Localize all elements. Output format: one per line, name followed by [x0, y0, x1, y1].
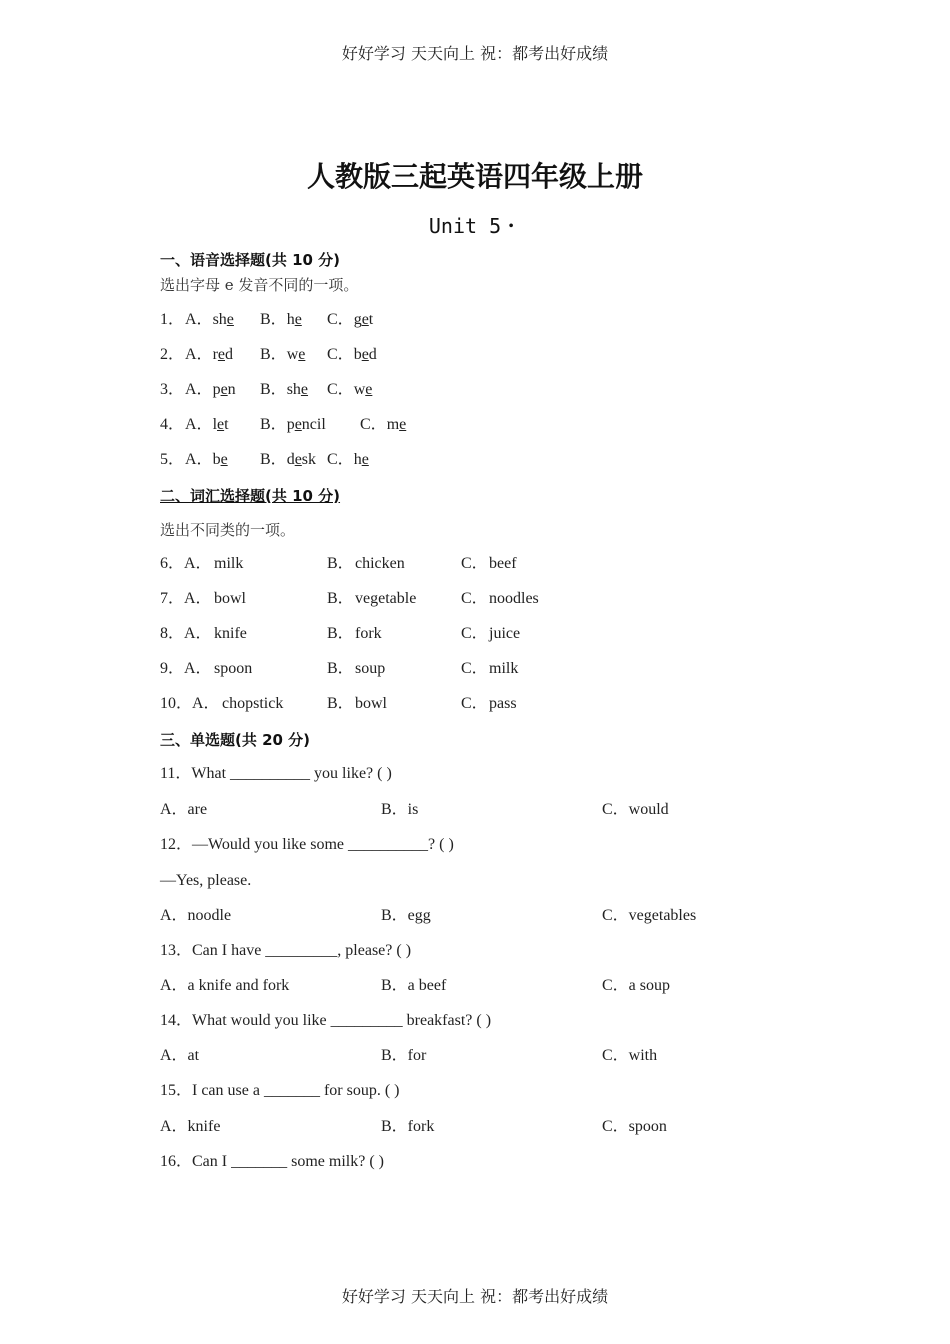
word-prefix: m [386, 416, 400, 433]
option-label: A． [185, 416, 213, 433]
option-c [360, 415, 406, 435]
underlined-letter: e [300, 381, 309, 398]
option-a-word: spoon [214, 660, 253, 677]
option-label: A． [185, 451, 213, 468]
question-13: 13．Can I have _________, please? ( ) [160, 942, 412, 959]
question-12-reply: —Yes, please. [160, 872, 252, 889]
document-title: 人教版三起英语四年级上册 [306, 160, 643, 193]
option-label: B． [260, 451, 287, 468]
word-prefix: r [212, 346, 218, 363]
option-c-label: C． [461, 590, 488, 607]
option-b [260, 310, 302, 330]
option-b [260, 415, 326, 435]
option-a-word: knife [214, 625, 247, 642]
word-suffix: t [224, 416, 229, 433]
question-number: 10．A． [160, 695, 220, 712]
page-header: 好好学习 天天向上 祝：都考出好成绩 [341, 44, 609, 63]
option-c-word: milk [489, 660, 519, 677]
option-c-label: C． [461, 555, 488, 572]
option-label: C． [360, 416, 387, 433]
option-a: A．knife [160, 1118, 221, 1135]
option-b [260, 450, 316, 470]
section3-heading: 三、单选题(共 20 分) [160, 731, 311, 749]
underlined-letter: e [220, 451, 228, 468]
word-suffix: d [225, 346, 233, 363]
word-suffix: t [368, 311, 374, 328]
underlined-letter: e [365, 381, 373, 398]
option-c: C．would [602, 801, 669, 818]
question-number: 8．A． [160, 625, 212, 642]
underlined-letter: e [217, 346, 225, 363]
option-label: A． [185, 381, 213, 398]
question-number: 1． [160, 311, 185, 328]
option-b-word: bowl [355, 695, 387, 712]
option-c [327, 310, 373, 330]
question-12: 12．—Would you like some __________? ( ) [160, 836, 454, 853]
option-b-label: B． [327, 555, 354, 572]
option-label: B． [260, 381, 287, 398]
word-prefix: p [212, 381, 221, 398]
option-c-label: C． [461, 695, 488, 712]
page-footer: 好好学习 天天向上 祝：都考出好成绩 [341, 1287, 609, 1306]
option-b: B．for [381, 1047, 427, 1064]
question-number: 3． [160, 381, 185, 398]
option-b-word: fork [355, 625, 382, 642]
option-b-label: B． [327, 590, 354, 607]
word-prefix: sh [286, 381, 301, 398]
word-suffix: sk [301, 451, 317, 468]
underlined-letter: e [298, 346, 306, 363]
option-a: A．a knife and fork [160, 977, 290, 994]
word-prefix: d [286, 451, 295, 468]
underlined-letter: e [294, 311, 302, 328]
option-a: A．are [160, 801, 208, 818]
question-number: 9．A． [160, 660, 212, 677]
option-label: B． [260, 416, 287, 433]
option-a: A．at [160, 1047, 200, 1064]
word-prefix: w [353, 381, 366, 398]
option-c-label: C． [461, 625, 488, 642]
question-number: 7．A． [160, 590, 212, 607]
option-b: B．a beef [381, 977, 447, 994]
option-a-word: chopstick [222, 695, 284, 712]
option-a-word: bowl [214, 590, 246, 607]
section2-instruction: 选出不同类的一项。 [160, 521, 296, 539]
question-11: 11．What __________ you like? ( ) [160, 765, 392, 782]
word-prefix: b [353, 346, 362, 363]
option-b: B．fork [381, 1118, 435, 1135]
question-16: 16．Can I _______ some milk? ( ) [160, 1153, 384, 1170]
question-number: 2． [160, 346, 185, 363]
word-prefix: p [286, 416, 295, 433]
option-label: C． [327, 451, 354, 468]
question-number: 5． [160, 451, 185, 468]
word-prefix: h [286, 311, 295, 328]
word-prefix: w [286, 346, 299, 363]
option-a [185, 450, 228, 470]
underlined-letter: e [294, 451, 302, 468]
option-b [260, 380, 308, 400]
option-c-label: C． [461, 660, 488, 677]
option-b-label: B． [327, 660, 354, 677]
option-c-word: beef [489, 555, 517, 572]
underlined-letter: e [220, 381, 228, 398]
option-c [327, 450, 369, 470]
word-prefix: l [212, 416, 218, 433]
option-c: C．spoon [602, 1118, 667, 1135]
underlined-letter: e [361, 311, 369, 328]
question-number: 6．A． [160, 555, 212, 572]
section1-instruction: 选出字母 e 发音不同的一项。 [160, 276, 359, 294]
option-c: C．with [602, 1047, 658, 1064]
option-a [185, 380, 236, 400]
underlined-letter: e [361, 346, 369, 363]
option-c: C．a soup [602, 977, 671, 994]
word-prefix: sh [212, 311, 227, 328]
option-a: A．noodle [160, 907, 232, 924]
underlined-letter: e [361, 451, 369, 468]
option-label: B． [260, 346, 287, 363]
option-c [327, 380, 372, 400]
option-a [185, 415, 229, 435]
underlined-letter: e [226, 311, 234, 328]
underlined-letter: e [399, 416, 407, 433]
option-b-word: chicken [355, 555, 405, 572]
option-a [185, 310, 234, 330]
option-c: C．vegetables [602, 907, 697, 924]
section2-heading [160, 486, 340, 506]
option-b-label: B． [327, 625, 354, 642]
word-prefix: h [353, 451, 362, 468]
word-prefix: g [353, 311, 362, 328]
option-b: B．egg [381, 907, 431, 924]
option-c [327, 345, 377, 365]
option-label: B． [260, 311, 287, 328]
word-suffix: n [227, 381, 236, 398]
unit-subtitle: Unit 5・ [428, 214, 522, 238]
word-suffix: ncil [301, 416, 326, 433]
question-14: 14．What would you like _________ breakfast? ( ) [160, 1012, 492, 1029]
option-c-word: pass [489, 695, 517, 712]
option-label: A． [185, 311, 213, 328]
underlined-letter: e [294, 416, 302, 433]
option-b-label: B． [327, 695, 354, 712]
word-prefix: b [212, 451, 221, 468]
section1-heading: 一、语音选择题(共 10 分) [160, 251, 341, 269]
option-label: C． [327, 381, 354, 398]
word-suffix: d [368, 346, 377, 363]
underlined-letter: e [217, 416, 225, 433]
option-b-word: vegetable [355, 590, 417, 607]
option-b-word: soup [355, 660, 386, 677]
option-b: B．is [381, 801, 419, 818]
option-c-word: juice [489, 625, 521, 642]
section2-heading-text: 二、词汇选择题(共 10 分) [160, 487, 341, 505]
option-b [260, 345, 305, 365]
question-number: 4． [160, 416, 185, 433]
option-a-word: milk [214, 555, 244, 572]
question-15: 15．I can use a _______ for soup. ( ) [160, 1082, 400, 1099]
option-a [185, 345, 233, 365]
option-label: A． [185, 346, 213, 363]
option-label: C． [327, 346, 354, 363]
option-label: C． [327, 311, 354, 328]
option-c-word: noodles [489, 590, 539, 607]
